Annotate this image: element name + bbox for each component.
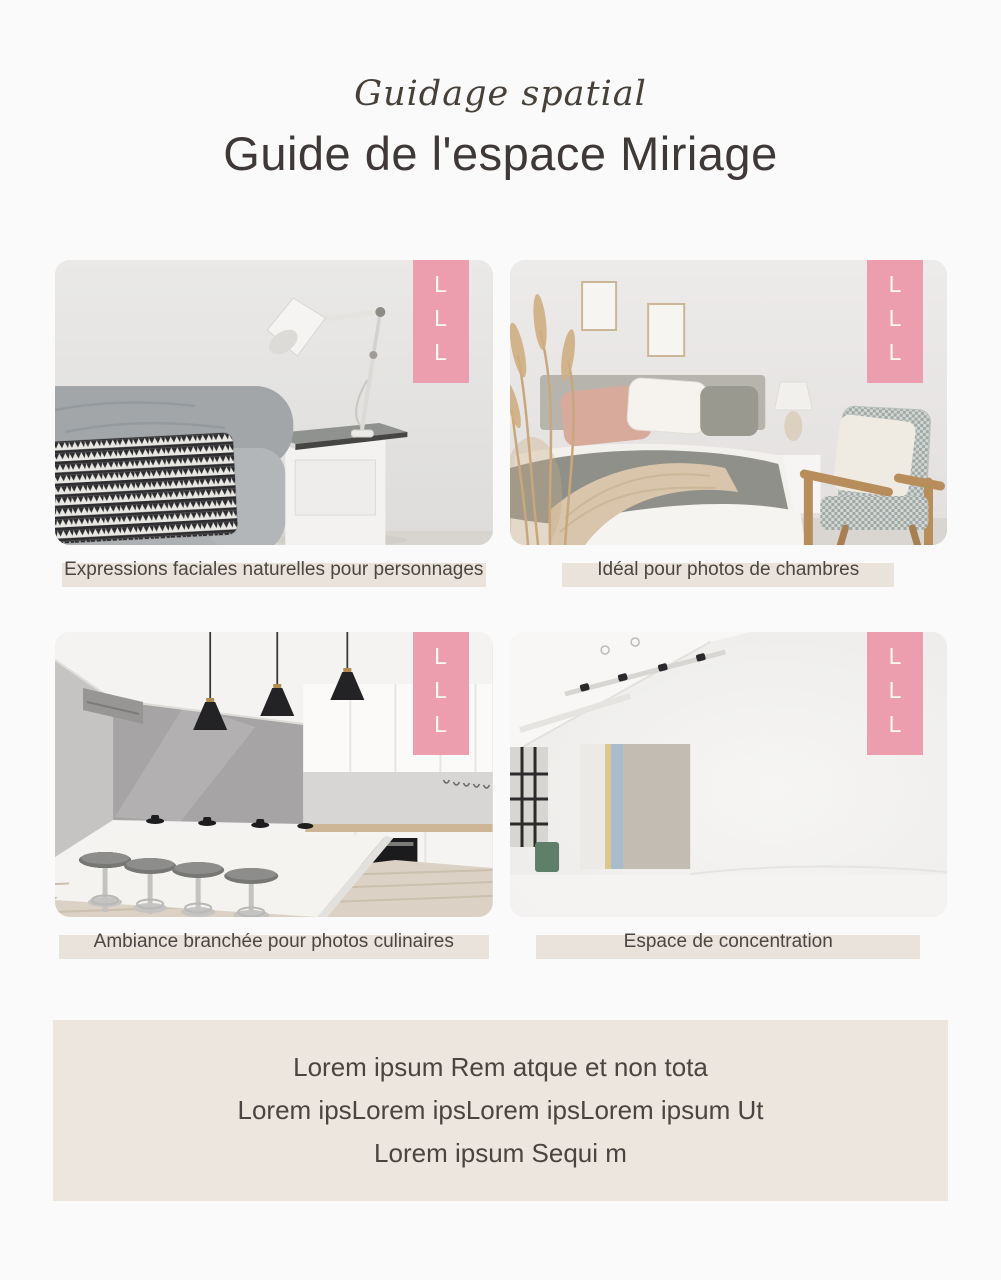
- footer-line: Lorem ipsum Rem atque et non tota: [293, 1052, 708, 1082]
- badge-letter: L: [434, 305, 447, 331]
- badge-letter: L: [888, 271, 902, 297]
- brand-badge: [867, 632, 923, 755]
- caption-row: [510, 555, 948, 589]
- card-white-studio: [510, 632, 948, 961]
- badge-letter: L: [888, 711, 902, 737]
- badge-letter: L: [434, 271, 447, 297]
- card-bedroom: [510, 260, 948, 589]
- badge-letter: L: [888, 643, 902, 669]
- badge-letter: L: [888, 339, 902, 365]
- white-studio-photo: [510, 632, 948, 917]
- card-caption: Idéal pour photos de chambres: [597, 559, 860, 580]
- eyebrow-script-text: Guidage spatial: [354, 74, 647, 114]
- card-caption: Ambiance branchée pour photos culinaires: [93, 931, 454, 952]
- photo-grid: [55, 260, 947, 1004]
- card-caption: Expressions faciales naturelles pour personnages: [64, 559, 484, 580]
- bedroom-photo: [510, 260, 948, 545]
- card-caption: Espace de concentration: [623, 931, 833, 952]
- living-room-photo: [55, 260, 493, 545]
- caption-row: [55, 927, 493, 961]
- card-kitchen: [55, 632, 493, 961]
- footer-line: Lorem ipsLorem ipsLorem ipsLorem ipsum Ut: [237, 1095, 764, 1125]
- badge-letter: L: [434, 711, 447, 737]
- footer-line: Lorem ipsum Sequi m: [374, 1138, 627, 1168]
- badge-letter: L: [434, 677, 447, 703]
- brand-badge: [413, 260, 469, 383]
- badge-letter: L: [888, 677, 902, 703]
- badge-letter: L: [434, 643, 447, 669]
- caption-row: [510, 927, 948, 961]
- caption-row: [55, 555, 493, 589]
- brand-badge: [413, 632, 469, 755]
- badge-letter: L: [888, 305, 902, 331]
- brand-badge: [867, 260, 923, 383]
- badge-letter: L: [434, 339, 447, 365]
- card-living-room: [55, 260, 493, 589]
- kitchen-photo: [55, 632, 493, 917]
- page-title: Guide de l'espace Miriage: [223, 127, 778, 180]
- footer-note-box: [53, 1020, 948, 1201]
